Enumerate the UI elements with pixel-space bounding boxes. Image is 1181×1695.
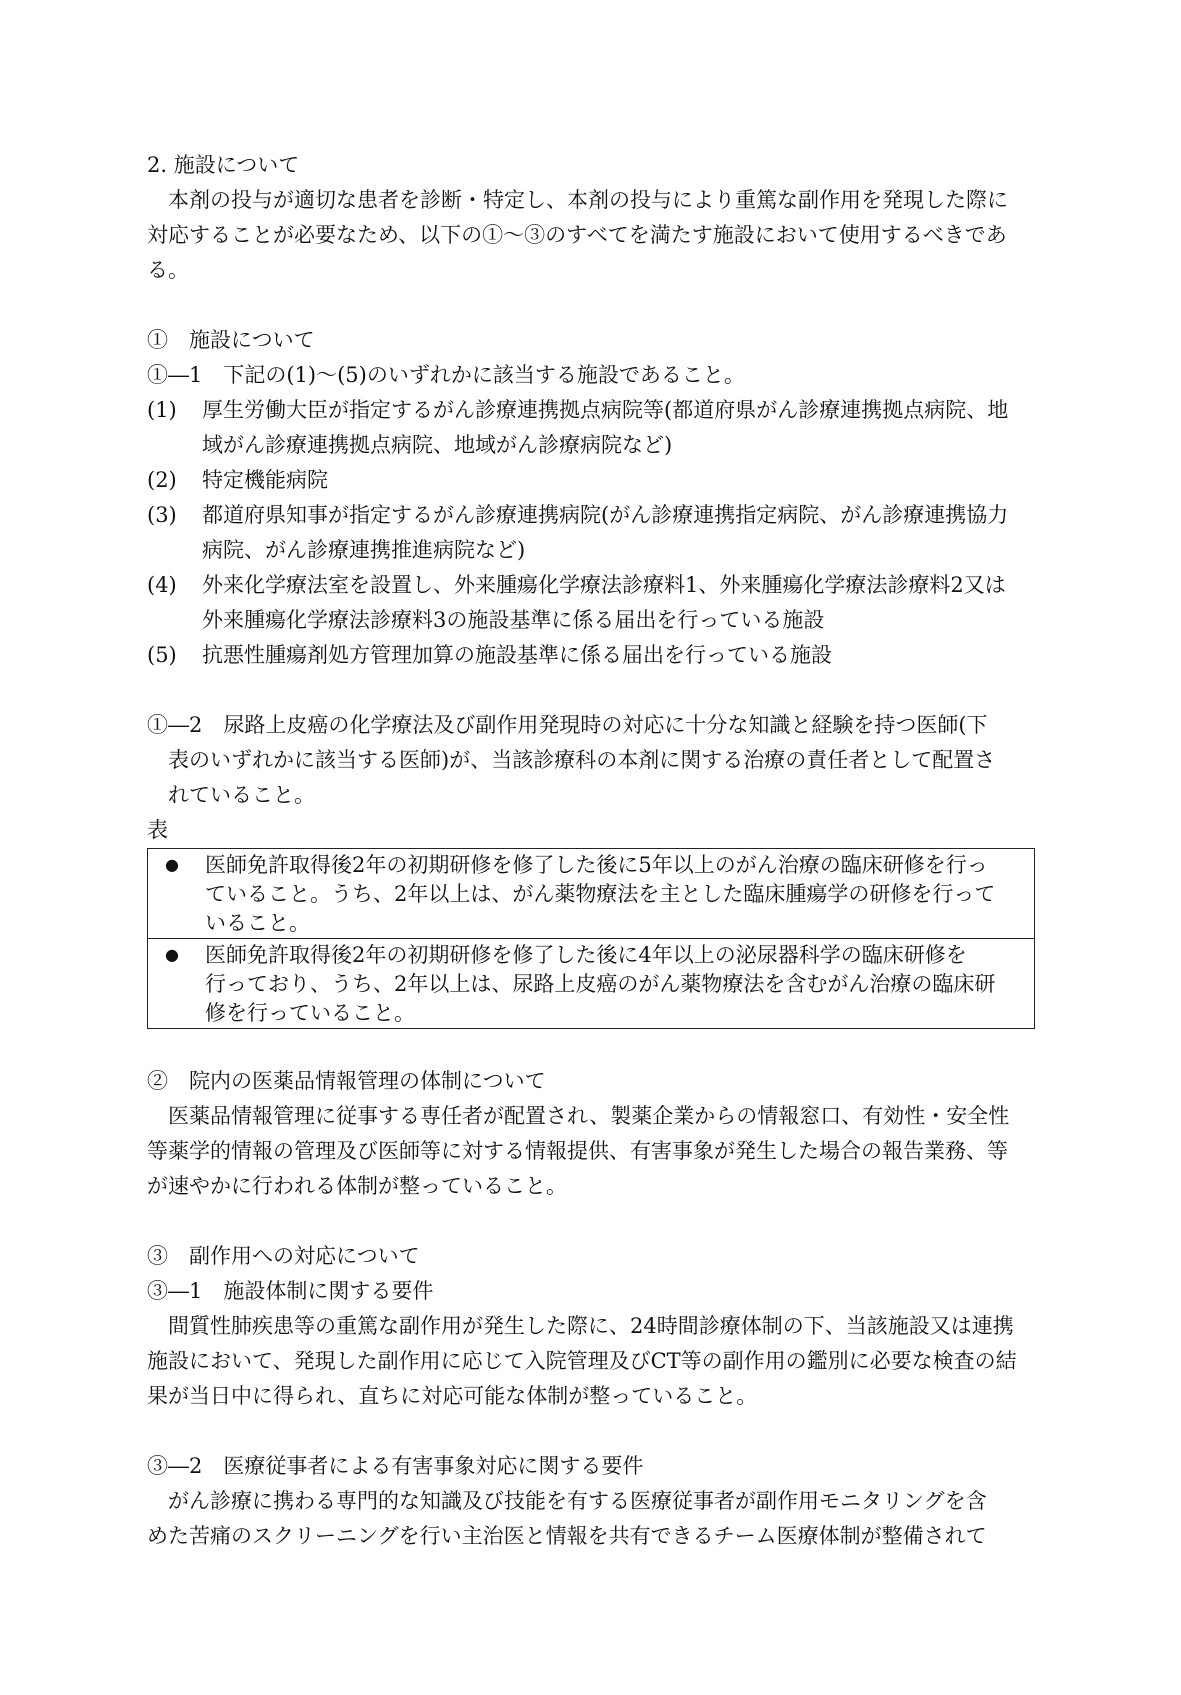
section-3-2-body-line: がん診療に携わる専門的な知識及び技能を有する医療従事者が副作用モニタリングを含 <box>168 1489 987 1513</box>
section-3-2-title: ③―2 医療従事者による有害事象対応に関する要件 <box>147 1454 644 1478</box>
section-3-1-title: ③―1 施設体制に関する要件 <box>147 1279 434 1303</box>
facility-item <box>147 568 1035 638</box>
table-label: 表 <box>147 818 168 842</box>
facility-text: 域がん診療連携拠点病院、地域がん診療病院など) <box>202 433 673 457</box>
section-1-2-line-3: れていること。 <box>168 783 315 807</box>
section-3-title: ③ 副作用への対応について <box>147 1244 420 1268</box>
facility-text: 病院、がん診療連携推進病院など) <box>202 538 526 562</box>
section-3-1-body-line: 間質性肺疾患等の重篤な副作用が発生した際に、24時間診療体制の下、当該施設又は連携 <box>168 1314 1014 1338</box>
facility-text: 外来化学療法室を設置し、外来腫瘍化学療法診療料1、外来腫瘍化学療法診療料2又は <box>202 573 1006 597</box>
facility-number: (4) <box>147 573 177 597</box>
facility-list <box>147 393 1035 673</box>
bullet-icon: ● <box>165 855 179 874</box>
intro-line-1: 本剤の投与が適切な患者を診断・特定し、本剤の投与により重篤な副作用を発現した際に <box>168 188 1008 212</box>
section-1-title: ① 施設について <box>147 328 315 352</box>
section-2-body-line: 医薬品情報管理に従事する専任者が配置され、製薬企業からの情報窓口、有効性・安全性 <box>168 1104 1010 1128</box>
section-title: 2. 施設について <box>147 153 300 177</box>
table-row <box>148 849 1034 938</box>
intro-line-2: 対応することが必要なため、以下の①～③のすべてを満たす施設において使用するべきであ <box>147 223 1007 247</box>
document-page <box>147 148 1035 1554</box>
facility-text: 外来腫瘍化学療法診療料3の施設基準に係る届出を行っている施設 <box>202 608 825 632</box>
facility-number: (3) <box>147 503 177 527</box>
section-2-body-line: 等薬学的情報の管理及び医師等に対する情報提供、有害事象が発生した場合の報告業務、等 <box>147 1139 1008 1163</box>
section-2-title: ② 院内の医薬品情報管理の体制について <box>147 1069 546 1093</box>
facility-item <box>147 463 1035 498</box>
facility-number: (1) <box>147 398 177 422</box>
requirements-table <box>147 848 1035 1029</box>
table-cell-text: 医師免許取得後2年の初期研修を修了した後に4年以上の泌尿器科学の臨床研修を <box>205 943 967 967</box>
facility-item <box>147 393 1035 463</box>
facility-item <box>147 638 1035 673</box>
table-cell-text: 修を行っていること。 <box>205 1001 415 1025</box>
table-cell-text: ていること。うち、2年以上は、がん薬物療法を主とした臨床腫瘍学の研修を行って <box>205 882 996 906</box>
table-cell-text: 医師免許取得後2年の初期研修を修了した後に5年以上のがん治療の臨床研修を行っ <box>205 853 988 877</box>
table-cell-text: いること。 <box>205 911 310 935</box>
section-1-2-line-1: ①―2 尿路上皮癌の化学療法及び副作用発現時の対応に十分な知識と経験を持つ医師(下 <box>147 713 988 737</box>
table-cell-text: 行っており、うち、2年以上は、尿路上皮癌のがん薬物療法を含むがん治療の臨床研 <box>205 972 996 996</box>
facility-text: 特定機能病院 <box>202 468 328 492</box>
section-3-1-body-line: 果が当日中に得られ、直ちに対応可能な体制が整っていること。 <box>147 1384 758 1408</box>
facility-number: (2) <box>147 468 177 492</box>
facility-number: (5) <box>147 643 177 667</box>
table-row <box>148 938 1034 1028</box>
facility-text: 抗悪性腫瘍剤処方管理加算の施設基準に係る届出を行っている施設 <box>202 643 832 667</box>
section-2-body-line: が速やかに行われる体制が整っていること。 <box>147 1174 567 1198</box>
facility-text: 厚生労働大臣が指定するがん診療連携拠点病院等(都道府県がん診療連携拠点病院、地 <box>202 398 1009 422</box>
facility-text: 都道府県知事が指定するがん診療連携病院(がん診療連携指定病院、がん診療連携協力 <box>202 503 1009 527</box>
intro-line-3: る。 <box>147 258 189 282</box>
facility-item <box>147 498 1035 568</box>
section-3-2-body-line: めた苦痛のスクリーニングを行い主治医と情報を共有できるチーム医療体制が整備されて <box>147 1524 987 1548</box>
section-3-1-body-line: 施設において、発現した副作用に応じて入院管理及びCT等の副作用の鑑別に必要な検査の結 <box>147 1349 1017 1373</box>
section-1-1-title: ①―1 下記の(1)～(5)のいずれかに該当する施設であること。 <box>147 363 745 387</box>
bullet-icon: ● <box>165 945 179 964</box>
section-1-2-line-2: 表のいずれかに該当する医師)が、当該診療科の本剤に関する治療の責任者として配置さ <box>168 748 996 772</box>
